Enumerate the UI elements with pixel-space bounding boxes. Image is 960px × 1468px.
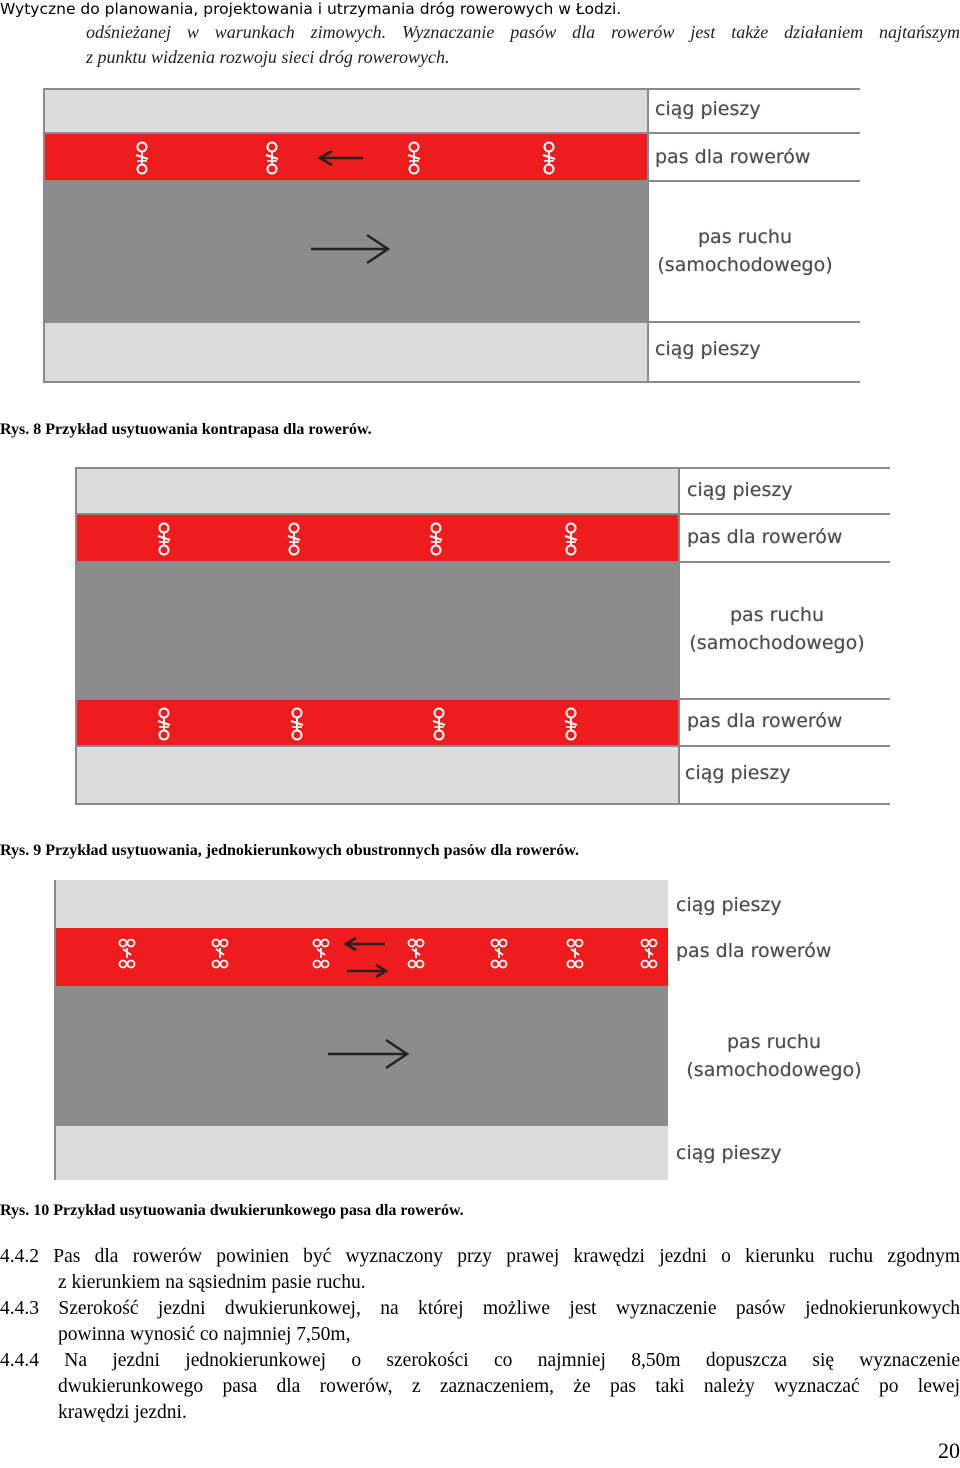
bicycle-symbol-icon xyxy=(427,521,445,557)
label-sidewalk-top: ciąg pieszy xyxy=(676,894,782,916)
bicycle-symbol-icon xyxy=(155,706,173,742)
bicycle-symbol-icon xyxy=(155,521,173,557)
bicycle-symbol-icon xyxy=(562,521,580,557)
sidewalk-top xyxy=(43,88,647,134)
label-road-line-1: pas ruchu xyxy=(726,1031,822,1053)
divider-line xyxy=(678,467,680,805)
divider-line xyxy=(43,132,860,134)
bicycle-symbol-icon xyxy=(566,936,584,972)
arrow-right-icon xyxy=(347,964,389,978)
label-sidewalk-top: ciąg pieszy xyxy=(655,98,761,120)
bicycle-symbol-icon xyxy=(407,936,425,972)
paragraph-line: z kierunkiem na sąsiednim pasie ruchu. xyxy=(58,1272,366,1293)
paragraph-line: dwukierunkowego pasa dla rowerów, z zaznaczeniem, że pas taki należy wyznaczać po lewej xyxy=(58,1376,960,1397)
label-road-line-2: (samochodowego) xyxy=(686,1059,862,1081)
label-road-line-1: pas ruchu xyxy=(697,226,793,248)
intro-line-2: z punktu widzenia rozwoju sieci dróg rowerowych. xyxy=(86,47,450,67)
paragraph-line: 4.4.4 Na jezdni jednokierunkowej o szerokości co najmniej 8,50m dopuszcza się wyznaczenie xyxy=(0,1350,960,1371)
label-road xyxy=(676,1028,872,1084)
bicycle-symbol-icon xyxy=(405,140,423,176)
bicycle-symbol-icon xyxy=(118,936,136,972)
paragraph-4-4-2 xyxy=(0,1244,960,1296)
label-sidewalk-top: ciąg pieszy xyxy=(687,479,793,501)
label-sidewalk-bottom: ciąg pieszy xyxy=(685,762,791,784)
divider-line xyxy=(75,467,77,805)
arrow-left-icon xyxy=(344,937,386,951)
divider-line xyxy=(43,381,860,383)
sidewalk-top xyxy=(54,880,668,928)
divider-line xyxy=(43,88,860,90)
page-number: 20 xyxy=(938,1438,960,1463)
label-road xyxy=(687,601,867,657)
bicycle-symbol-icon xyxy=(562,706,580,742)
label-road-line-2: (samochodowego) xyxy=(657,254,833,276)
arrow-left-icon xyxy=(318,150,364,166)
car-lane xyxy=(75,561,678,700)
sidewalk-bottom xyxy=(54,1126,668,1180)
divider-line xyxy=(647,88,649,383)
bicycle-symbol-icon xyxy=(285,521,303,557)
bicycle-symbol-icon xyxy=(211,936,229,972)
figure-8-caption: Rys. 8 Przykład usytuowania kontrapasa dla rowerów. xyxy=(0,421,372,438)
label-sidewalk-bottom: ciąg pieszy xyxy=(655,338,761,360)
divider-line xyxy=(43,321,860,323)
bicycle-symbol-icon xyxy=(263,140,281,176)
divider-line xyxy=(43,180,860,182)
divider-line xyxy=(75,513,890,515)
divider-line xyxy=(75,561,890,563)
label-bike-lane: pas dla rowerów xyxy=(655,146,811,168)
arrow-right-icon xyxy=(311,233,391,265)
divider-line xyxy=(75,803,890,805)
paragraph-4-4-3 xyxy=(0,1296,960,1348)
intro-text xyxy=(86,20,960,70)
bicycle-symbol-icon xyxy=(430,706,448,742)
bicycle-symbol-icon xyxy=(133,140,151,176)
figure-9-diagram xyxy=(75,467,890,805)
paragraph-4-4-4 xyxy=(0,1348,960,1426)
figure-10-caption: Rys. 10 Przykład usytuowania dwukierunkowego pasa dla rowerów. xyxy=(0,1202,464,1219)
bicycle-symbol-icon xyxy=(490,936,508,972)
divider-line xyxy=(54,880,56,1180)
sidewalk-bottom xyxy=(75,746,678,803)
label-road xyxy=(655,223,835,279)
paragraph-line: powinna wynosić co najmniej 7,50m, xyxy=(58,1324,351,1345)
arrow-right-icon xyxy=(328,1038,410,1070)
label-road-line-1: pas ruchu xyxy=(729,604,825,626)
label-sidewalk-bottom: ciąg pieszy xyxy=(676,1142,782,1164)
sidewalk-top xyxy=(75,467,678,513)
bicycle-symbol-icon xyxy=(288,706,306,742)
label-bike-lane: pas dla rowerów xyxy=(676,940,832,962)
figure-10-diagram xyxy=(54,880,874,1180)
paragraph-line: krawędzi jezdni. xyxy=(58,1402,187,1423)
divider-line xyxy=(75,745,890,747)
bicycle-symbol-icon xyxy=(640,936,658,972)
divider-line xyxy=(75,698,890,700)
paragraph-line: 4.4.2 Pas dla rowerów powinien być wyznaczony przy prawej krawędzi jezdni o kierunku ruchu zgodnym xyxy=(0,1246,960,1267)
bicycle-symbol-icon xyxy=(312,936,330,972)
label-road-line-2: (samochodowego) xyxy=(689,632,865,654)
label-bike-lane-bottom: pas dla rowerów xyxy=(687,710,843,732)
figure-8-diagram xyxy=(43,88,860,383)
running-header: Wytyczne do planowania, projektowania i utrzymania dróg rowerowych w Łodzi. xyxy=(0,0,622,18)
sidewalk-bottom xyxy=(43,323,647,381)
paragraph-line: 4.4.3 Szerokość jezdni dwukierunkowej, na której możliwe jest wyznaczenie pasów jednokierunkowych xyxy=(0,1298,960,1319)
label-bike-lane-top: pas dla rowerów xyxy=(687,526,843,548)
intro-line-1: odśnieżanej w warunkach zimowych. Wyznaczanie pasów dla rowerów jest także działaniem najtańszym xyxy=(86,22,960,42)
divider-line xyxy=(75,467,890,469)
figure-9-caption: Rys. 9 Przykład usytuowania, jednokierunkowych obustronnych pasów dla rowerów. xyxy=(0,842,579,859)
divider-line xyxy=(43,88,45,383)
bicycle-symbol-icon xyxy=(540,140,558,176)
